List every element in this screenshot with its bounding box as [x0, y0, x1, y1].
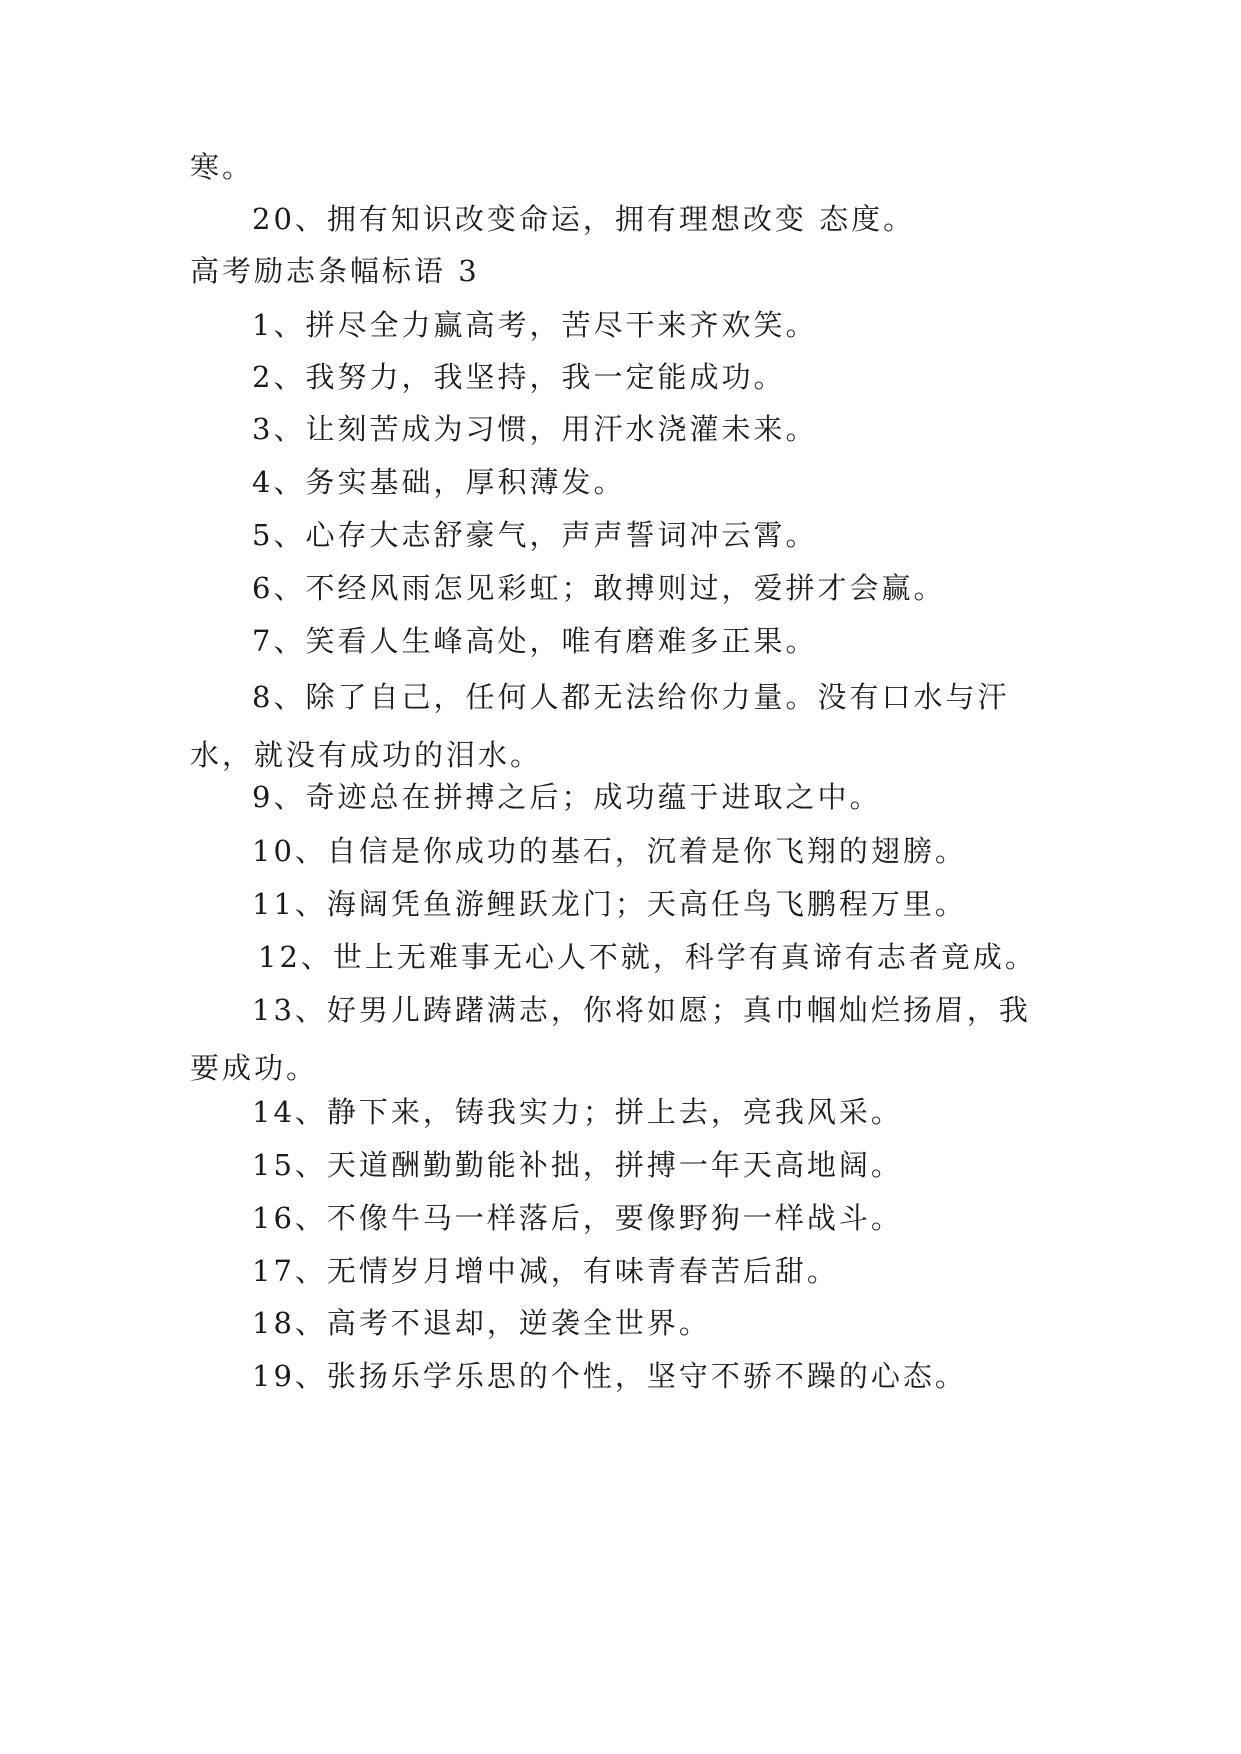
list-item: 2、我努力，我坚持，我一定能成功。	[252, 360, 786, 394]
list-item: 6、不经风雨怎见彩虹；敢搏则过，爱拼才会赢。	[252, 571, 946, 605]
continuation-text: 寒。	[190, 150, 255, 184]
list-item: 11、海阔凭鱼游鲤跃龙门；天高任鸟飞鹏程万里。	[252, 887, 967, 921]
list-item: 18、高考不退却，逆袭全世界。	[252, 1306, 711, 1340]
list-item: 12、世上无难事无心人不就，科学有真谛有志者竟成。	[258, 940, 1037, 974]
list-item: 3、让刻苦成为习惯，用汗水浇灌未来。	[252, 412, 818, 446]
list-item: 9、奇迹总在拼搏之后；成功蕴于进取之中。	[252, 780, 882, 814]
list-item: 10、自信是你成功的基石，沉着是你飞翔的翅膀。	[252, 834, 967, 868]
section-heading: 高考励志条幅标语 3	[190, 254, 480, 288]
list-item: 14、静下来，铸我实力；拼上去，亮我风采。	[252, 1095, 903, 1129]
list-item: 8、除了自己，任何人都无法给你力量。没有口水与汗水，就没有成功的泪水。	[190, 680, 1010, 772]
list-item: 15、天道酬勤勤能补拙，拼搏一年天高地阔。	[252, 1148, 903, 1182]
list-item: 7、笑看人生峰高处，唯有磨难多正果。	[252, 624, 818, 658]
list-item: 16、不像牛马一样落后，要像野狗一样战斗。	[252, 1201, 903, 1235]
list-item: 1、拼尽全力赢高考，苦尽干来齐欢笑。	[252, 308, 818, 342]
list-item: 5、心存大志舒豪气，声声誓词冲云霄。	[252, 518, 818, 552]
list-item: 17、无情岁月增中减，有味青春苦后甜。	[252, 1254, 839, 1288]
list-item-20: 20、拥有知识改变命运，拥有理想改变 态度。	[252, 202, 916, 236]
list-item: 13、好男儿踌躇满志，你将如愿；真巾帼灿烂扬眉，我要成功。	[190, 993, 1031, 1085]
list-item: 19、张扬乐学乐思的个性，坚守不骄不躁的心态。	[252, 1359, 967, 1393]
list-item: 4、务实基础，厚积薄发。	[252, 465, 626, 499]
